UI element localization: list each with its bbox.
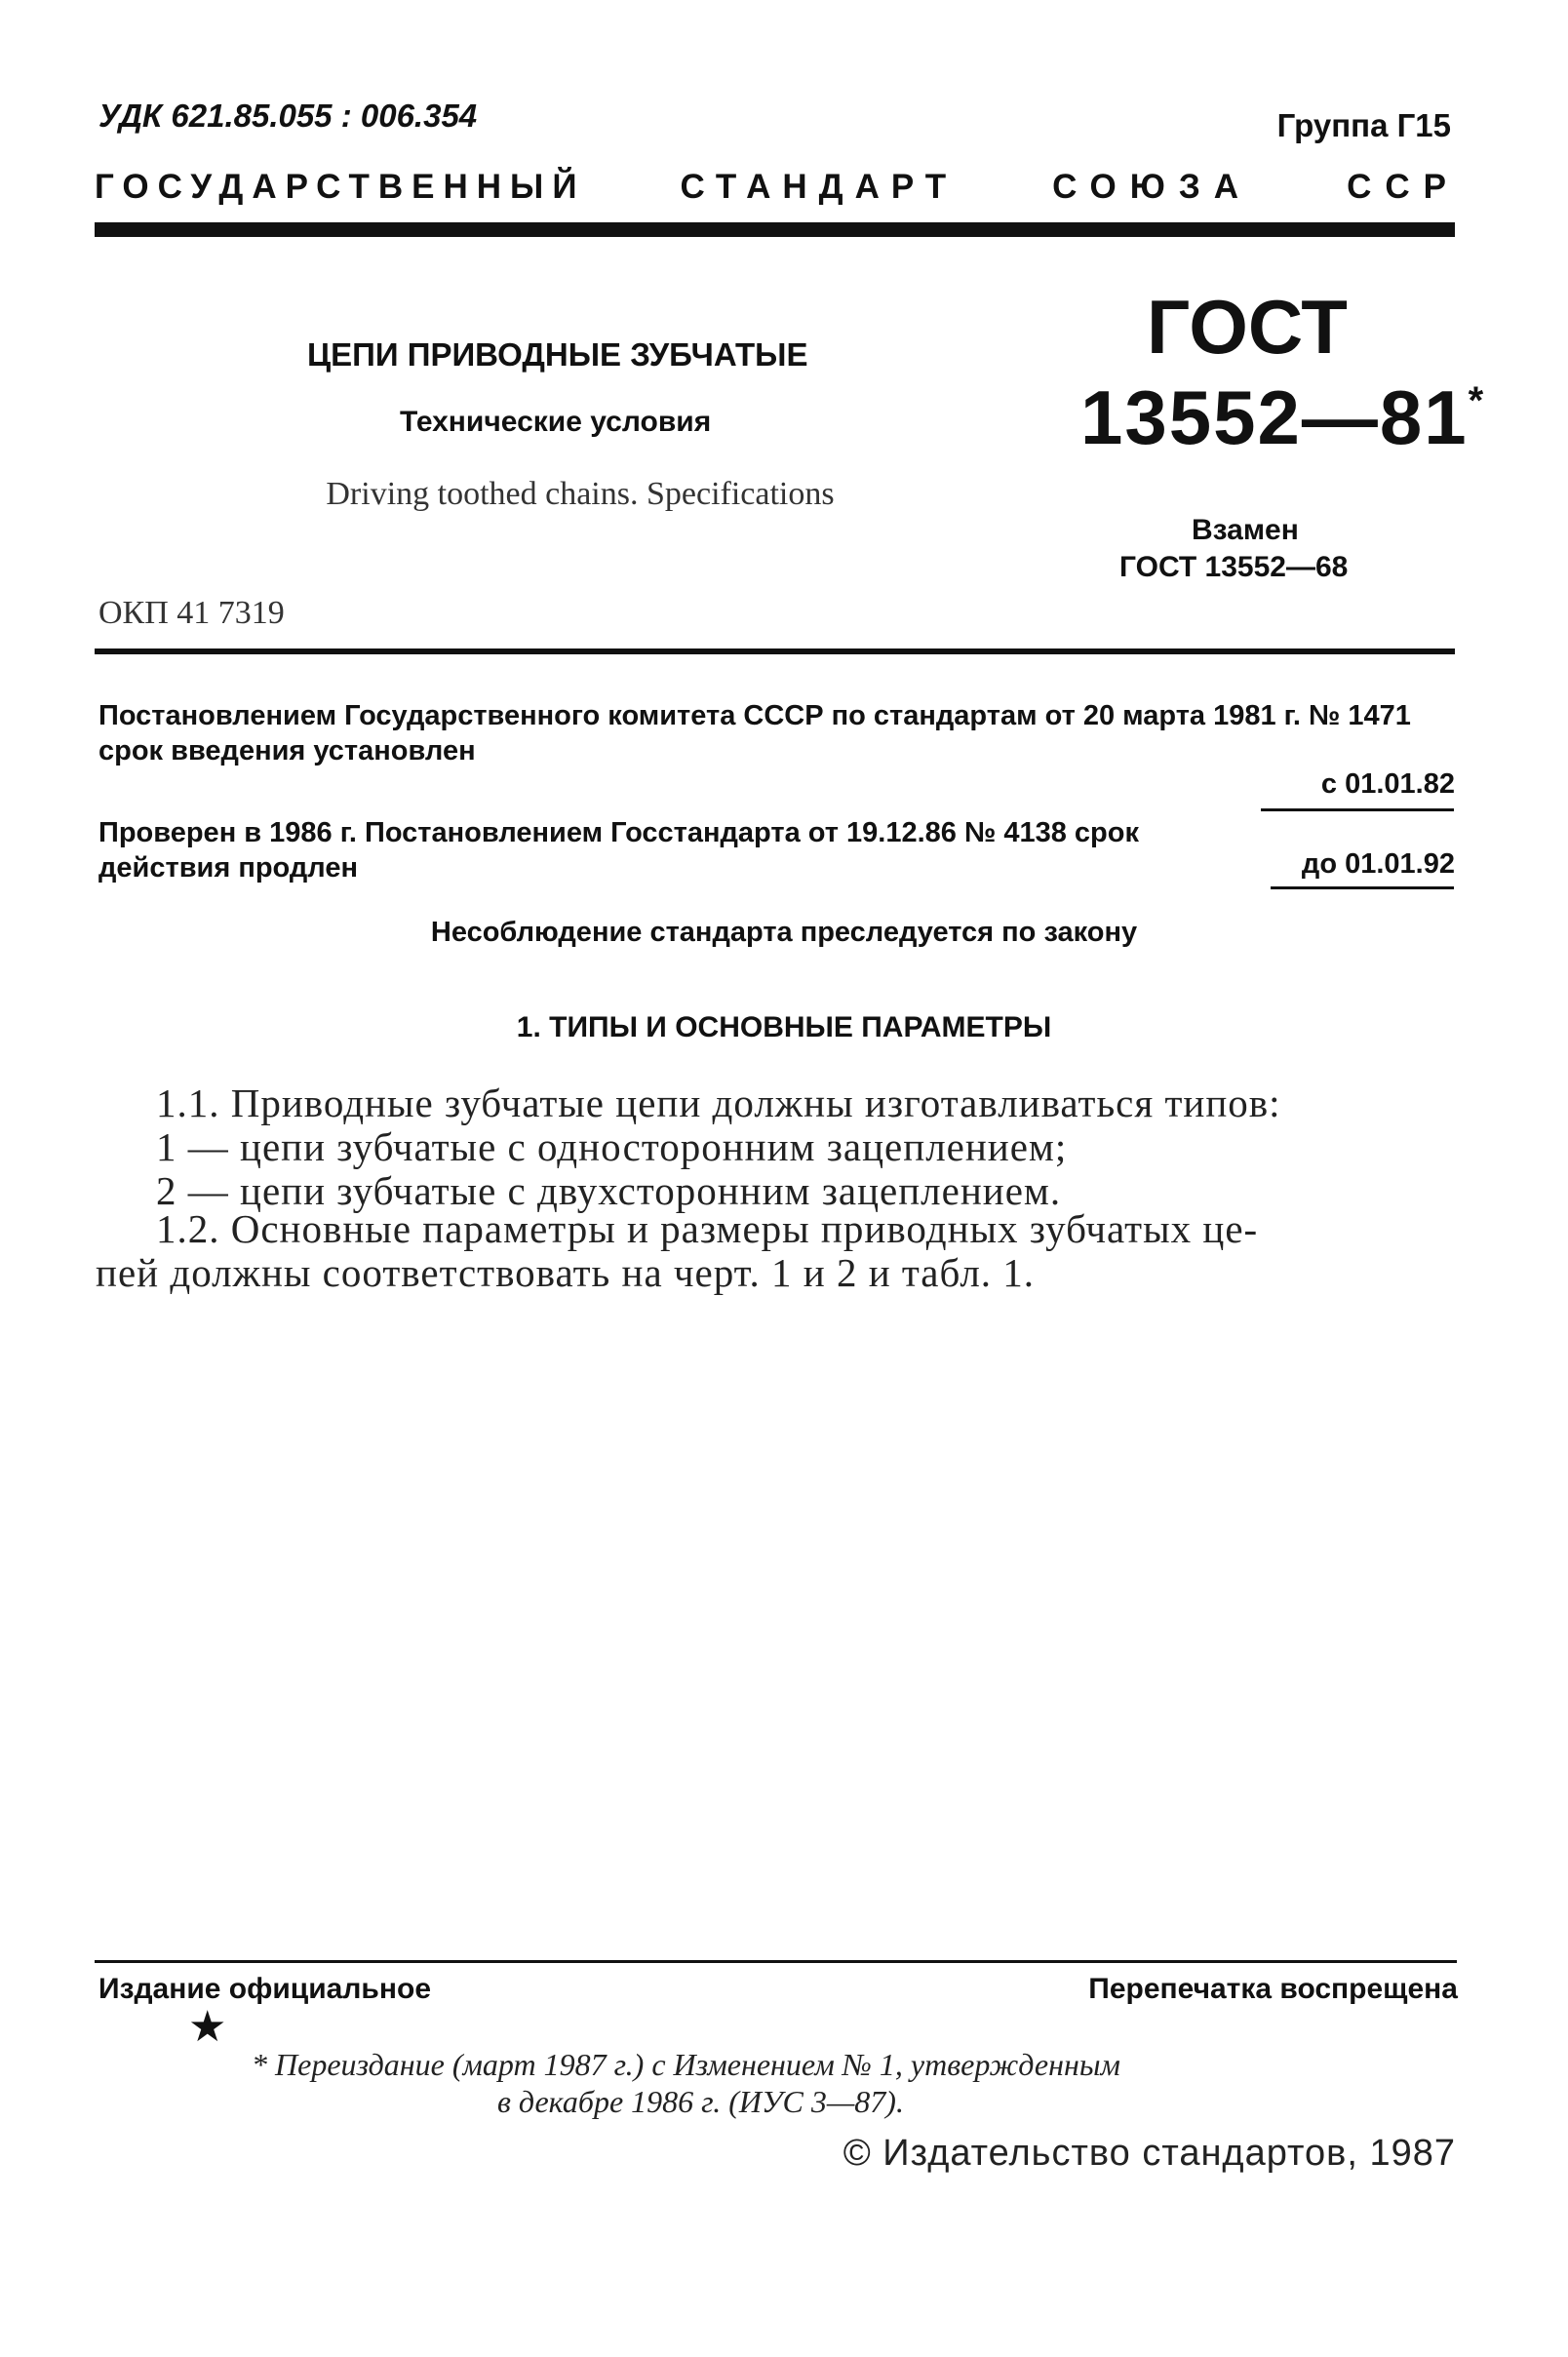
udk-code: УДК 621.85.055 : 006.354 — [98, 98, 478, 134]
state-standard-word: СОЮЗА — [1052, 168, 1253, 206]
decree-text: Постановлением Государственного комитета СССР по стандартам от 20 марта 1981 г. № 1471 срок введения установлен — [98, 700, 1411, 766]
english-title: Driving toothed chains. Specifications — [326, 476, 835, 512]
gost-label: ГОСТ — [1147, 284, 1348, 370]
footer-divider — [95, 1960, 1457, 1963]
paragraph-type-1: 1 — цепи зубчатые с односторонним зацеплением; — [156, 1124, 1068, 1169]
section-title: 1. ТИПЫ И ОСНОВНЫЕ ПАРАМЕТРЫ — [516, 1011, 1052, 1043]
replaces-label: Взамен — [1192, 514, 1299, 546]
gost-mark: * — [1468, 379, 1486, 422]
paragraph-type-2: 2 — цепи зубчатые с двухсторонним зацеплением. — [156, 1168, 1062, 1213]
middle-divider — [95, 648, 1455, 654]
paragraph-1-2-line-2: пей должны соответствовать на черт. 1 и 2 и табл. 1. — [96, 1250, 1036, 1295]
state-standard-word: ССР — [1347, 168, 1460, 206]
edition-label: Издание официальное — [98, 1973, 432, 2005]
document-title: ЦЕПИ ПРИВОДНЫЕ ЗУБЧАТЫЕ — [307, 336, 808, 373]
paragraph-1-2 — [96, 1206, 1455, 1295]
top-divider — [95, 222, 1455, 237]
okp-code: ОКП 41 7319 — [98, 595, 285, 631]
gost-number-text: 13552—81 — [1080, 374, 1469, 460]
copyright: © Издательство стандартов, 1987 — [843, 2133, 1456, 2174]
decree-date-underline — [1261, 808, 1454, 811]
paragraph-1-2-line-1: 1.2. Основные параметры и размеры приводных зубчатых це- — [156, 1206, 1259, 1251]
decree-date: с 01.01.82 — [1320, 768, 1455, 800]
footnote-line-1: * Переиздание (март 1987 г.) с Изменением № 1, утвержденным — [252, 2047, 1120, 2082]
legal-notice: Несоблюдение стандарта преследуется по закону — [430, 917, 1138, 948]
state-standard-heading — [95, 168, 1460, 207]
reissue-footnote — [252, 2046, 1324, 2120]
document-subtitle: Технические условия — [400, 406, 712, 438]
gost-number — [1080, 373, 1485, 462]
checked-text: Проверен в 1986 г. Постановлением Госстандарта от 19.12.86 № 4138 срок действия продлен — [98, 817, 1139, 884]
paragraph-1-1: 1.1. Приводные зубчатые цепи должны изготавливаться типов: — [156, 1080, 1281, 1125]
group-code: Группа Г15 — [1276, 107, 1451, 143]
replaces-value: ГОСТ 13552—68 — [1119, 551, 1349, 583]
state-standard-word: ГОСУДАРСТВЕННЫЙ — [95, 168, 586, 206]
star-icon: ★ — [188, 2003, 227, 2051]
checked-date: до 01.01.92 — [1301, 848, 1455, 880]
checked-date-underline — [1271, 886, 1454, 889]
footnote-line-2: в декабре 1986 г. (ИУС 3—87). — [497, 2084, 904, 2119]
state-standard-word: СТАНДАРТ — [680, 168, 959, 206]
no-reprint-label: Перепечатка воспрещена — [1088, 1973, 1458, 2005]
